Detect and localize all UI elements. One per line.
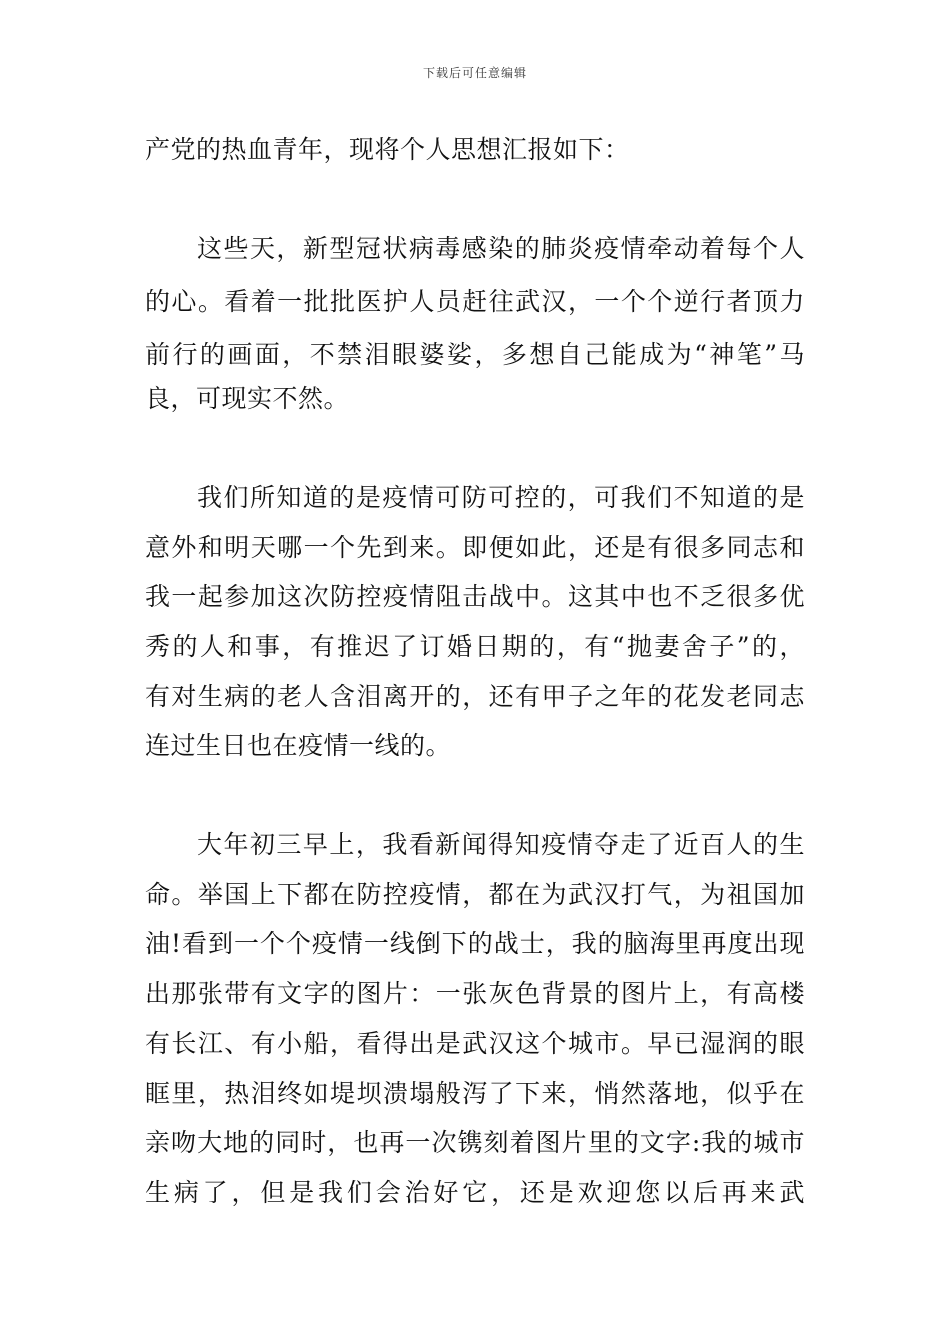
text-line: 我们所知道的是疫情可防可控的，可我们不知道的是 [197,483,805,512]
text-line: 亲吻大地的同时，也再一次镌刻着图片里的文字:我的城市 [145,1128,805,1157]
text-line: 前行的画面，不禁泪眼婆娑，多想自己能成为“神笔”马 [145,340,805,369]
text-line: 有长江、有小船，看得出是武汉这个城市。早已湿润的眼 [145,1029,805,1058]
text-line: 的心。看着一批批医护人员赶往武汉，一个个逆行者顶力 [145,287,805,316]
page-header: 下载后可任意编辑 [422,66,527,80]
text-line: 油!看到一个个疫情一线倒下的战士，我的脑海里再度出现 [145,929,805,958]
text-line: 眶里，热泪终如堤坝溃塌般泻了下来，悄然落地，似乎在 [145,1079,805,1108]
text-line: 连过生日也在疫情一线的。 [145,731,452,760]
text-line: 良，可现实不然。 [145,384,350,413]
text-line: 有对生病的老人含泪离开的，还有甲子之年的花发老同志 [145,682,805,711]
text-line: 我一起参加这次防控疫情阻击战中。这其中也不乏很多优 [145,582,805,611]
text-line: 秀的人和事，有推迟了订婚日期的，有“抛妻舍子”的， [145,632,805,661]
text-line: 这些天，新型冠状病毒感染的肺炎疫情牵动着每个人 [197,234,805,263]
text-line: 出那张带有文字的图片：一张灰色背景的图片上，有高楼 [145,979,805,1008]
text-line: 意外和明天哪一个先到来。即便如此，还是有很多同志和 [145,533,805,562]
text-line: 命。举国上下都在防控疫情，都在为武汉打气，为祖国加 [145,880,805,909]
text-line: 生病了，但是我们会治好它，还是欢迎您以后再来武 [145,1178,805,1207]
text-line: 大年初三早上，我看新闻得知疫情夺走了近百人的生 [197,830,805,859]
text-line: 产党的热血青年，现将个人思想汇报如下： [145,135,630,164]
